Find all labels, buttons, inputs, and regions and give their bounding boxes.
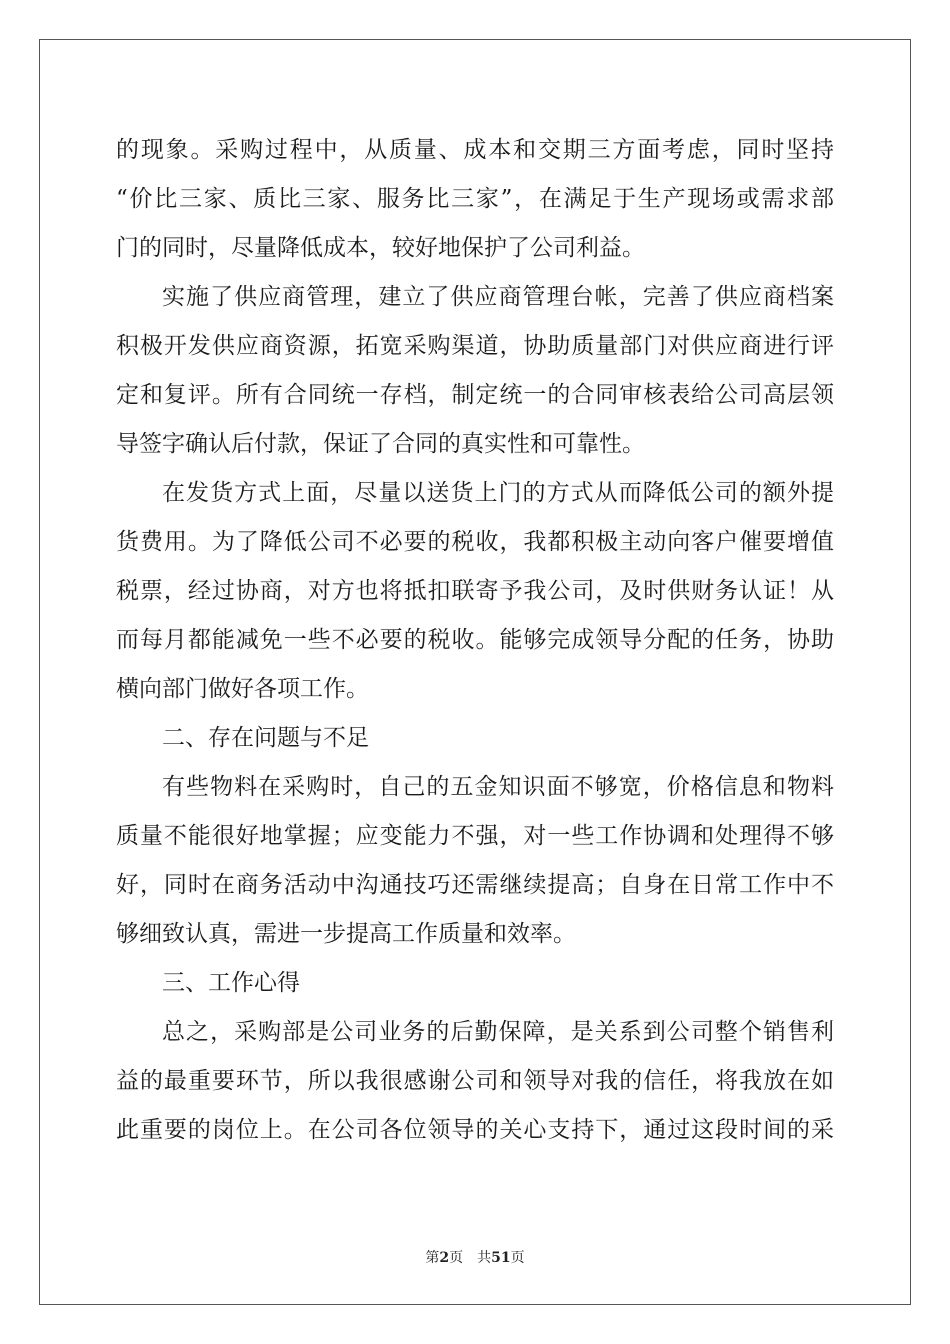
text-line: 积极开发供应商资源，拓宽采购渠道，协助质量部门对供应商进行评 — [116, 333, 834, 359]
text-line: 质量不能很好地掌握；应变能力不强，对一些工作协调和处理得不够 — [116, 823, 834, 849]
text-line: 导签字确认后付款，保证了合同的真实性和可靠性。 — [116, 431, 645, 457]
text-line: 横向部门做好各项工作。 — [116, 676, 369, 702]
text-line: 的现象。采购过程中，从质量、成本和交期三方面考虑，同时坚持 — [116, 137, 834, 163]
text-line: 在发货方式上面，尽量以送货上门的方式从而降低公司的额外提 — [162, 480, 834, 506]
section-heading: 三、工作心得 — [162, 970, 300, 996]
text-line: 而每月都能减免一些不必要的税收。能够完成领导分配的任务，协助 — [116, 627, 834, 653]
text-line: 总之，采购部是公司业务的后勤保障，是关系到公司整个销售利 — [162, 1019, 834, 1045]
page-number: 2 — [439, 1250, 450, 1266]
document-body — [116, 126, 834, 1155]
page-footer — [0, 1247, 950, 1267]
section-heading: 二、存在问题与不足 — [162, 725, 369, 751]
page-total: 51 — [491, 1250, 511, 1266]
page-label-suffix: 页 — [510, 1250, 525, 1266]
text-line: 货费用。为了降低公司不必要的税收，我都积极主动向客户催要增值 — [116, 529, 834, 555]
page-label-mid: 页 共 — [449, 1250, 492, 1266]
text-line: 益的最重要环节，所以我很感谢公司和领导对我的信任，将我放在如 — [116, 1068, 834, 1094]
page-label-prefix: 第 — [425, 1250, 440, 1266]
text-line: 实施了供应商管理，建立了供应商管理台帐，完善了供应商档案 — [162, 284, 834, 310]
text-line: 好，同时在商务活动中沟通技巧还需继续提高；自身在日常工作中不 — [116, 872, 834, 898]
text-line: 门的同时，尽量降低成本，较好地保护了公司利益。 — [116, 235, 645, 261]
text-line: 够细致认真，需进一步提高工作质量和效率。 — [116, 921, 576, 947]
text-line: 税票，经过协商，对方也将抵扣联寄予我公司，及时供财务认证！从 — [116, 578, 834, 604]
text-line: 定和复评。所有合同统一存档，制定统一的合同审核表给公司高层领 — [116, 382, 834, 408]
text-line: 有些物料在采购时，自己的五金知识面不够宽，价格信息和物料 — [162, 774, 834, 800]
text-line: 此重要的岗位上。在公司各位领导的关心支持下，通过这段时间的采 — [116, 1117, 834, 1143]
text-line: “价比三家、质比三家、服务比三家”，在满足于生产现场或需求部 — [116, 186, 834, 212]
